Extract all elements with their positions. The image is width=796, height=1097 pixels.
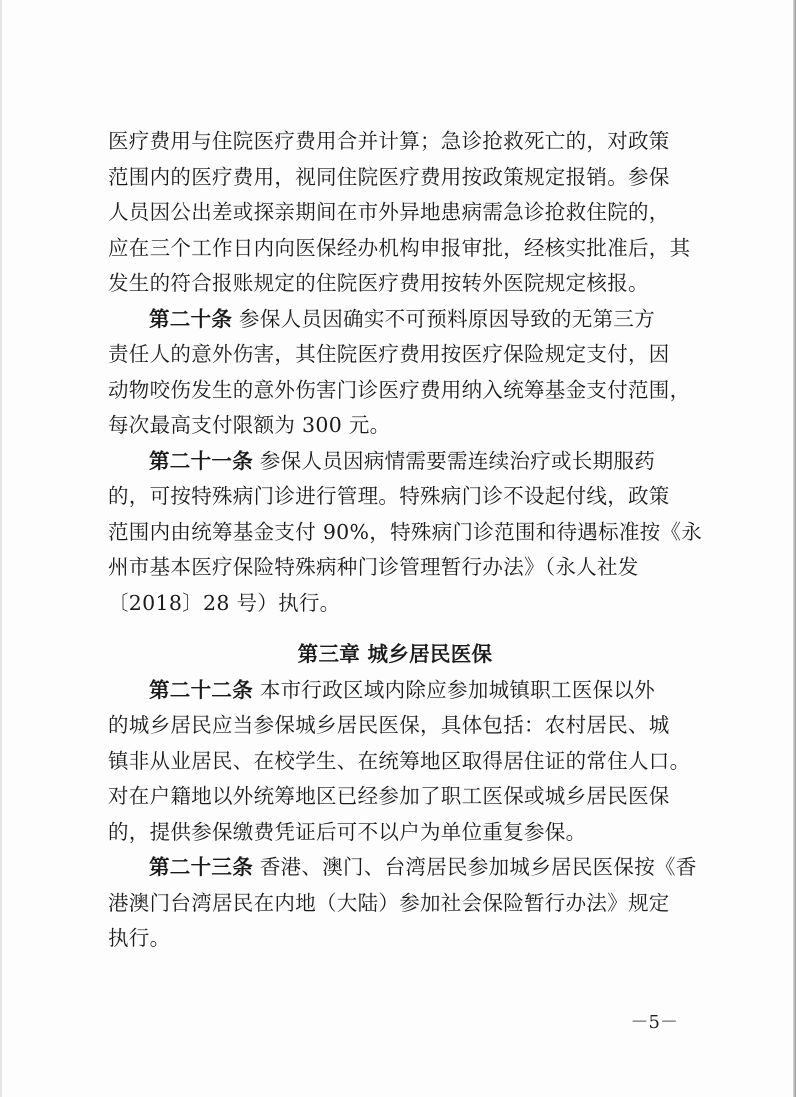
page-number: －5－ (630, 1012, 678, 1033)
text-line: 每次最高支付限额为 300 元。 (108, 413, 391, 437)
text-line: 责任人的意外伤害，其住院医疗费用按医疗保险规定支付，因 (108, 342, 670, 366)
text-line: 应在三个工作日内向医保经办机构申报审批，经核实批准后，其 (108, 235, 691, 260)
article-23-first-line (108, 850, 697, 886)
article-23-label: 第二十三条 (149, 855, 253, 879)
article-23-text: 香港、澳门、台湾居民参加城乡居民医保按《香 (259, 855, 697, 879)
text-line: 范围内由统筹基金支付 90%，特殊病门诊范围和待遇标准按《永 (108, 519, 703, 544)
text-line: 医疗费用与住院医疗费用合并计算；急诊抢救死亡的，对政策 (108, 129, 670, 153)
article-22-text: 本市行政区域内除应参加城镇职工医保以外 (259, 677, 656, 702)
document-body (108, 124, 703, 957)
text-line: 州市基本医疗保险特殊病种门诊管理暂行办法》（永人社发 (108, 555, 639, 579)
text-line: 对在户籍地以外统筹地区已经参加了职工医保或城乡居民医保 (108, 784, 670, 808)
page-left-edge (0, 0, 2, 1097)
article-22-label: 第二十二条 (149, 677, 253, 702)
article-21-text: 参保人员因病情需要需连续治疗或长期服药 (259, 448, 656, 473)
article-21-label: 第二十一条 (149, 448, 253, 473)
text-line: 镇非从业居民、在校学生、在统筹地区取得居住证的常住人口。 (108, 748, 691, 773)
text-line: 范围内的医疗费用，视同住院医疗费用按政策规定报销。参保 (108, 164, 670, 189)
text-line: 的，提供参保缴费凭证后可不以户为单位重复参保。 (108, 819, 587, 844)
text-line: 的城乡居民应当参保城乡居民医保，具体包括：农村居民、城 (108, 713, 670, 737)
text-line: 港澳门台湾居民在内地（大陆）参加社会保险暂行办法》规定 (108, 890, 670, 915)
text-line: 动物咬伤发生的意外伤害门诊医疗费用纳入统筹基金支付范围， (108, 377, 691, 402)
text-line: 发生的符合报账规定的住院医疗费用按转外医院规定核报。 (108, 271, 649, 295)
text-line: 的，可按特殊病门诊进行管理。特殊病门诊不设起付线，政策 (108, 484, 670, 508)
article-22-first-line (108, 673, 682, 709)
article-21-first-line (108, 444, 682, 480)
article-20-text: 参保人员因确实不可预料原因导致的无第三方 (239, 306, 656, 331)
chapter-heading: 第三章 城乡居民医保 (297, 642, 493, 666)
text-line: 〔2018〕28 号）执行。 (108, 590, 341, 615)
article-20-label: 第二十条 (149, 306, 233, 331)
text-line: 人员因公出差或探亲期间在市外异地患病需急诊抢救住院的， (108, 200, 670, 224)
text-line: 执行。 (108, 926, 171, 950)
article-20-first-line (108, 302, 682, 338)
